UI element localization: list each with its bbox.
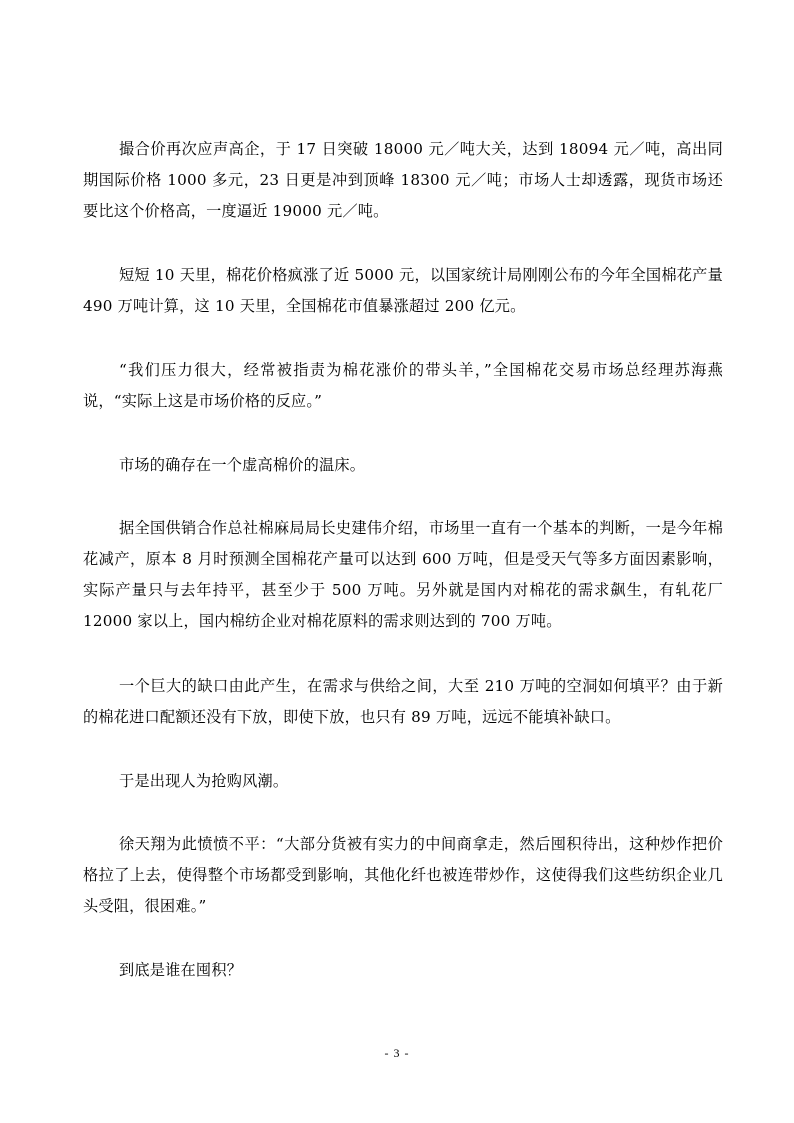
paragraph-4: 市场的确存在一个虚高棉价的温床。	[119, 456, 366, 474]
paragraph-7: 于是出现人为抢购风潮。	[119, 772, 289, 790]
paragraph-6: 一个巨大的缺口由此产生，在需求与供给之间，大至 210 万吨的空洞如何填平？由于新的棉花进口配额还没有下放，即使下放，也只有 89 万吨，远远不能填补缺口。	[83, 677, 723, 726]
paragraph-5: 据全国供销合作总社棉麻局局长史建伟介绍，市场里一直有一个基本的判断，一是今年棉花减产，原本 8 月时预测全国棉花产量可以达到 600 万吨，但是受天气等多方面因素影响，实际产量只与去年持平，甚至少于 500 万吨。另外就是国内对棉花的需求飙生，有轧花厂 12000 家以上，国内棉纺企业对棉花原料的需求则达到的 700 万吨。	[83, 519, 723, 630]
paragraph-2: 短短 10 天里，棉花价格疯涨了近 5000 元，以国家统计局刚刚公布的今年全国棉花产量 490 万吨计算，这 10 天里，全国棉花市值暴涨超过 200 亿元。	[83, 266, 723, 315]
paragraph-3: “我们压力很大，经常被指责为棉花涨价的带头羊，”全国棉花交易市场总经理苏海燕说，“实际上这是市场价格的反应。”	[83, 361, 723, 410]
paragraph-8: 徐天翔为此愤愤不平：“大部分货被有实力的中间商拿走，然后囤积待出，这种炒作把价格拉了上去，使得整个市场都受到影响，其他化纤也被连带炒作，这使得我们这些纺织企业几头受阻，很困难。”	[83, 835, 723, 915]
paragraph-1: 撮合价再次应声高企，于 17 日突破 18000 元／吨大关，达到 18094 元／吨，高出同期国际价格 1000 多元，23 日更是冲到顶峰 18300 元／吨；市场人士却透露，现货市场还要比这个价格高，一度逼近 19000 元／吨。	[83, 140, 723, 220]
page-number: - 3 -	[384, 1046, 410, 1060]
paragraph-9: 到底是谁在囤积？	[119, 961, 243, 979]
